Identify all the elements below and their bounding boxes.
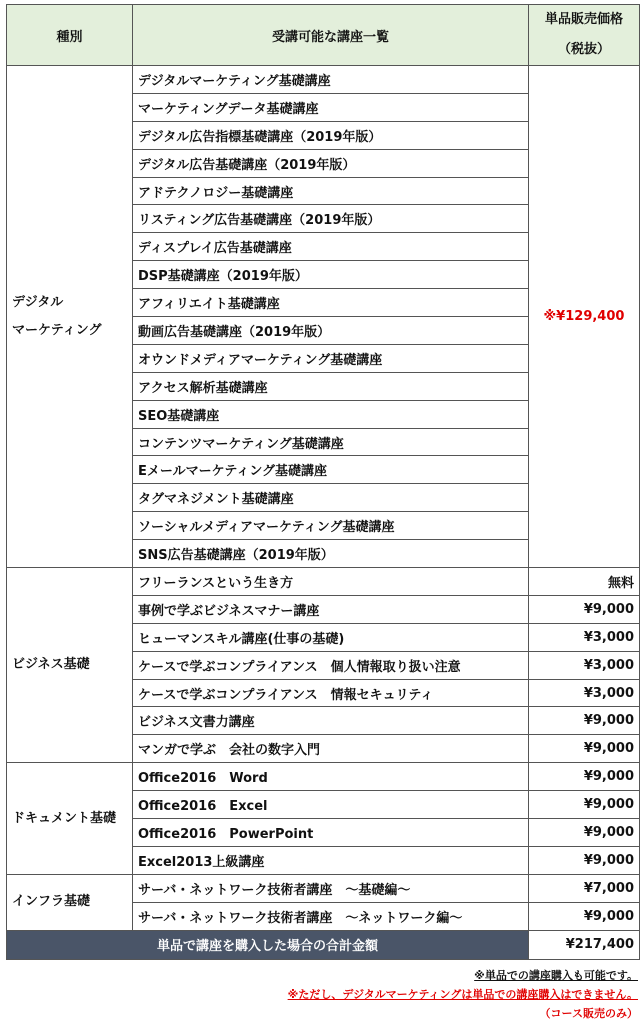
course-name: Office2016 PowerPoint — [133, 819, 529, 847]
total-row — [7, 930, 640, 959]
course-name: Eメールマーケティング基礎講座 — [133, 456, 529, 484]
course-name: リスティング広告基礎講座（2019年版） — [133, 205, 529, 233]
course-name: タグマネジメント基礎講座 — [133, 484, 529, 512]
course-name: マーケティングデータ基礎講座 — [133, 93, 529, 121]
course-name: アクセス解析基礎講座 — [133, 372, 529, 400]
course-name: デジタルマーケティング基礎講座 — [133, 66, 529, 94]
course-price: ¥9,000 — [529, 819, 640, 847]
course-name: ビジネス文書力講座 — [133, 707, 529, 735]
table-row — [7, 874, 640, 902]
course-price: ¥9,000 — [529, 791, 640, 819]
course-name: サーバ・ネットワーク技術者講座 ～ネットワーク編～ — [133, 902, 529, 930]
course-name: サーバ・ネットワーク技術者講座 ～基礎編～ — [133, 874, 529, 902]
course-name: デジタル広告指標基礎講座（2019年版） — [133, 121, 529, 149]
course-price: ¥9,000 — [529, 735, 640, 763]
footnote-single-purchase: ※単品での講座購入も可能です。 — [474, 969, 638, 982]
course-price: ¥9,000 — [529, 595, 640, 623]
course-price: ¥3,000 — [529, 651, 640, 679]
course-name: アフィリエイト基礎講座 — [133, 289, 529, 317]
category-label: マーケティング — [12, 322, 102, 338]
course-price: ¥7,000 — [529, 874, 640, 902]
category-label: インフラ基礎 — [12, 894, 91, 910]
course-price-table — [6, 4, 640, 960]
course-name: フリーランスという生き方 — [133, 568, 529, 596]
course-price: 無料 — [529, 568, 640, 596]
course-name: Excel2013上級講座 — [133, 846, 529, 874]
course-name: SEO基礎講座 — [133, 400, 529, 428]
course-name: Office2016 Word — [133, 763, 529, 791]
course-bundle-price: ※¥129,400 — [529, 66, 640, 568]
category-cell — [7, 874, 133, 930]
table-row — [7, 66, 640, 94]
course-name: 動画広告基礎講座（2019年版） — [133, 317, 529, 345]
header-price-line2: （税抜） — [557, 42, 610, 57]
table-body — [7, 66, 640, 931]
category-label: ビジネス基礎 — [12, 657, 90, 673]
course-price: ¥9,000 — [529, 902, 640, 930]
footnote-course-only: （コース販売のみ） — [539, 1007, 638, 1020]
footnotes — [288, 966, 638, 1023]
course-name: オウンドメディアマーケティング基礎講座 — [133, 344, 529, 372]
course-name: ヒューマンスキル講座(仕事の基礎) — [133, 623, 529, 651]
header-category: 種別 — [7, 5, 133, 66]
footnote-digital-exception: ※ただし、デジタルマーケティングは単品での講座購入はできません。 — [287, 988, 638, 1001]
course-name: デジタル広告基礎講座（2019年版） — [133, 149, 529, 177]
course-name: ケースで学ぶコンプライアンス 情報セキュリティ — [133, 679, 529, 707]
course-name: Office2016 Excel — [133, 791, 529, 819]
category-cell — [7, 568, 133, 763]
course-price: ¥9,000 — [529, 846, 640, 874]
course-name: ソーシャルメディアマーケティング基礎講座 — [133, 512, 529, 540]
table-header-row — [7, 5, 640, 66]
total-value: ¥217,400 — [529, 930, 640, 959]
course-name: ケースで学ぶコンプライアンス 個人情報取り扱い注意 — [133, 651, 529, 679]
table-row — [7, 763, 640, 791]
course-price: ¥9,000 — [529, 707, 640, 735]
course-name: コンテンツマーケティング基礎講座 — [133, 428, 529, 456]
course-name: 事例で学ぶビジネスマナー講座 — [133, 595, 529, 623]
category-cell — [7, 763, 133, 875]
header-price-line1: 単品販売価格 — [544, 12, 623, 27]
course-price: ¥3,000 — [529, 679, 640, 707]
course-name: マンガで学ぶ 会社の数字入門 — [133, 735, 529, 763]
category-label: デジタル — [12, 294, 64, 310]
course-name: DSP基礎講座（2019年版） — [133, 261, 529, 289]
table-row — [7, 568, 640, 596]
course-name: SNS広告基礎講座（2019年版） — [133, 540, 529, 568]
course-price: ¥9,000 — [529, 763, 640, 791]
header-courses: 受講可能な講座一覧 — [133, 5, 529, 66]
course-name: ディスプレイ広告基礎講座 — [133, 233, 529, 261]
course-price: ¥3,000 — [529, 623, 640, 651]
header-price — [529, 5, 640, 66]
total-label: 単品で講座を購入した場合の合計金額 — [7, 930, 529, 959]
course-name: アドテクノロジー基礎講座 — [133, 177, 529, 205]
category-cell — [7, 66, 133, 568]
category-label: ドキュメント基礎 — [12, 810, 117, 826]
